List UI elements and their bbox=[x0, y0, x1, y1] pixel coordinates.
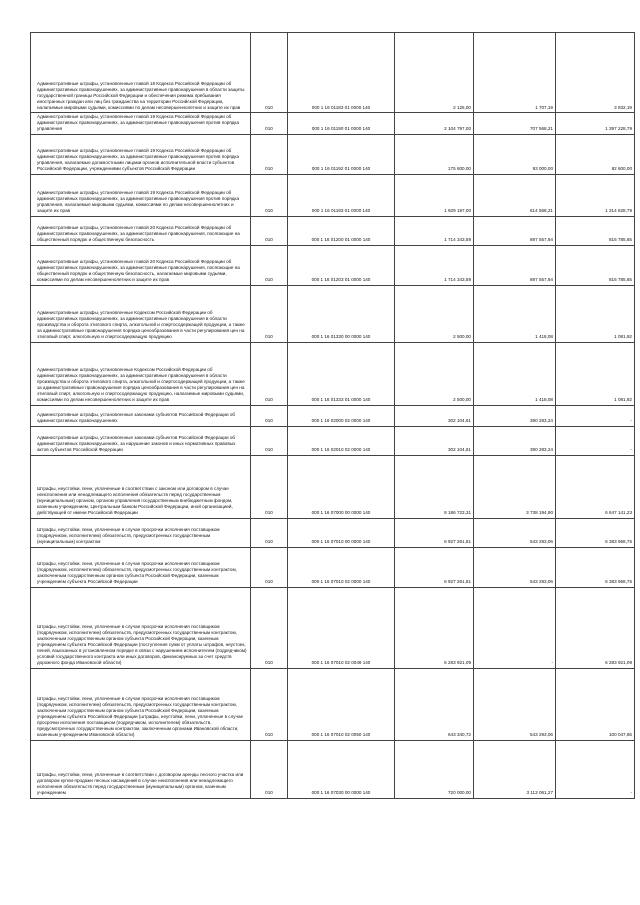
row-unexecuted-amount: 1 397 228,79 bbox=[556, 113, 635, 135]
row-approved-amount: 1 714 343,59 bbox=[395, 245, 474, 285]
row-name-cell bbox=[31, 668, 251, 740]
row-unexecuted-amount: 816 785,65 bbox=[556, 216, 635, 245]
row-unexecuted-amount: 1 314 628,79 bbox=[556, 174, 635, 216]
row-name: Штрафы, неустойки, пени, уплаченные в случае просрочки исполнения поставщиком (подрядчиком, исполнителем) обязательств, предусмотренных государственным контрактом, заключенным государственным органом субъекта Российской Федерации, казенным учреждением субъекта Российской Федерации bbox=[37, 561, 237, 584]
table-row bbox=[31, 455, 635, 518]
row-line-code: 010 bbox=[251, 518, 288, 547]
row-name: Административные штрафы, установленные Кодексом Российской Федерации об административных правонарушениях, за административные правонарушения в области производства и оборота этилового спирта, алкогольной и спиртосодержащей продукции, а также за административные правонарушения порядка ценообразования в части регулирования цен на этиловый спирт, алкогольную и спиртосодержащую продукцию, налагаемые мировыми судьями, комиссиями по делам несовершеннолетних и защите их прав bbox=[37, 367, 245, 402]
row-approved-amount: 643 340,72 bbox=[395, 668, 474, 740]
row-name-cell bbox=[31, 285, 251, 342]
row-executed-amount: 543 293,06 bbox=[474, 668, 556, 740]
table-row bbox=[31, 134, 635, 174]
row-line-code: 010 bbox=[251, 426, 288, 455]
table-row bbox=[31, 33, 635, 113]
row-unexecuted-amount: 816 785,65 bbox=[556, 245, 635, 285]
row-line-code: 010 bbox=[251, 134, 288, 174]
row-name: Административные штрафы, установленные главой 18 Кодекса Российской Федерации об административных правонарушениях, за административные правонарушения в области защиты государственной границы Российской Федерации и обеспечения режима пребывания иностранных граждан или лиц без гражданства на территории Российской Федерации, налагаемые мировыми судьями, комиссиями по делам несовершеннолетних и защите их прав bbox=[37, 80, 245, 110]
row-approved-amount: 720 000,00 bbox=[395, 740, 474, 798]
row-approved-amount: 2 104 797,00 bbox=[395, 113, 474, 135]
row-budget-code: 000 1 16 01183 01 0000 140 bbox=[288, 33, 395, 113]
row-budget-code: 000 1 16 07000 00 0000 140 bbox=[288, 455, 395, 518]
row-name-cell bbox=[31, 342, 251, 405]
row-budget-code: 000 1 16 02010 02 0000 140 bbox=[288, 426, 395, 455]
row-approved-amount: 175 600,00 bbox=[395, 134, 474, 174]
row-budget-code: 000 1 16 01193 01 0000 140 bbox=[288, 174, 395, 216]
row-name: Административные штрафы, установленные главой 19 Кодекса Российской Федерации об административных правонарушениях, за административные правонарушения против порядка управления, налагаемые должностными лицами органов исполнительной власти субъектов Российской Федерации, учреждениями субъектов Российской Федерации bbox=[37, 148, 240, 171]
row-name-cell bbox=[31, 245, 251, 285]
row-approved-amount: 2 500,00 bbox=[395, 342, 474, 405]
row-line-code: 010 bbox=[251, 455, 288, 518]
row-name-cell bbox=[31, 33, 251, 113]
row-name-cell bbox=[31, 426, 251, 455]
row-approved-amount: 2 125,00 bbox=[395, 33, 474, 113]
table-row bbox=[31, 216, 635, 245]
row-line-code: 010 bbox=[251, 216, 288, 245]
report-sheet bbox=[30, 32, 632, 799]
row-approved-amount: 302 104,61 bbox=[395, 426, 474, 455]
row-budget-code: 000 1 16 01200 01 0000 140 bbox=[288, 216, 395, 245]
row-name: Административные штрафы, установленные главой 19 Кодекса Российской Федерации об административных правонарушениях, за административные правонарушения против порядка управления bbox=[37, 114, 240, 131]
row-name: Штрафы, неустойки, пени, уплаченные в случае просрочки исполнения поставщиком (подрядчиком, исполнителем) обязательств, предусмотренных государственным контрактом, заключенным государственным органом субъекта Российской Федерации, казенным учреждением субъекта Российской Федерации (поступления сумм от уплаты штрафов, неустоек, пеней, взысканных в установленном порядке в связи с нарушением исполнителем (подрядчиком) условий государственного контракта или иных договоров, финансируемых за счет средств дорожного фонда Ивановской области) bbox=[37, 624, 247, 665]
row-unexecuted-amount: 82 600,00 bbox=[556, 134, 635, 174]
row-executed-amount: 543 293,06 bbox=[474, 547, 556, 587]
row-unexecuted-amount: 6 383 968,75 bbox=[556, 547, 635, 587]
row-line-code: 010 bbox=[251, 342, 288, 405]
row-budget-code: 000 1 16 01203 01 0000 140 bbox=[288, 245, 395, 285]
row-executed-amount: 3 113 061,27 bbox=[474, 740, 556, 798]
row-budget-code: 000 1 16 01192 01 0000 140 bbox=[288, 134, 395, 174]
row-name-cell bbox=[31, 174, 251, 216]
row-line-code: 010 bbox=[251, 174, 288, 216]
row-executed-amount: 707 568,21 bbox=[474, 113, 556, 135]
row-name-cell bbox=[31, 587, 251, 668]
table-row bbox=[31, 740, 635, 798]
row-budget-code: 000 1 16 07010 02 0050 140 bbox=[288, 668, 395, 740]
table-row bbox=[31, 518, 635, 547]
row-executed-amount: - bbox=[474, 587, 556, 668]
row-unexecuted-amount: 3 832,19 bbox=[556, 33, 635, 113]
table-row bbox=[31, 547, 635, 587]
row-approved-amount: 302 104,61 bbox=[395, 405, 474, 426]
row-approved-amount: 1 714 343,59 bbox=[395, 216, 474, 245]
row-approved-amount: 6 927 261,81 bbox=[395, 518, 474, 547]
row-approved-amount: 6 927 261,81 bbox=[395, 547, 474, 587]
row-approved-amount: 2 500,00 bbox=[395, 285, 474, 342]
row-line-code: 010 bbox=[251, 740, 288, 798]
row-line-code: 010 bbox=[251, 113, 288, 135]
row-unexecuted-amount: - bbox=[556, 426, 635, 455]
row-name: Штрафы, неустойки, пени, уплаченные в случае просрочки исполнения поставщиком (подрядчиком, исполнителем) обязательств, предусмотренных государственным (муниципальным) контрактом bbox=[37, 527, 220, 544]
row-unexecuted-amount: 6 283 921,09 bbox=[556, 587, 635, 668]
row-executed-amount: 3 738 194,90 bbox=[474, 455, 556, 518]
row-unexecuted-amount: 1 081,92 bbox=[556, 342, 635, 405]
table-row bbox=[31, 285, 635, 342]
row-name-cell bbox=[31, 216, 251, 245]
row-executed-amount: 897 557,94 bbox=[474, 216, 556, 245]
table-row bbox=[31, 668, 635, 740]
row-budget-code: 000 1 16 07030 00 0000 140 bbox=[288, 740, 395, 798]
row-approved-amount: 1 929 197,00 bbox=[395, 174, 474, 216]
row-name-cell bbox=[31, 518, 251, 547]
row-line-code: 010 bbox=[251, 547, 288, 587]
row-executed-amount: 93 000,00 bbox=[474, 134, 556, 174]
revenue-table bbox=[30, 32, 635, 799]
row-name: Административные штрафы, установленные главой 20 Кодекса Российской Федерации об административных правонарушениях, за административные правонарушения, посягающие на общественный порядок и общественную безопасность, налагаемые мировыми судьями, комиссиями по делам несовершеннолетних и защите их прав bbox=[37, 259, 240, 282]
row-budget-code: 000 1 16 07010 00 0000 140 bbox=[288, 518, 395, 547]
row-line-code: 010 bbox=[251, 668, 288, 740]
row-name-cell bbox=[31, 113, 251, 135]
row-name-cell bbox=[31, 134, 251, 174]
row-approved-amount: 6 283 921,09 bbox=[395, 587, 474, 668]
row-budget-code: 000 1 16 01333 01 0000 140 bbox=[288, 342, 395, 405]
row-line-code: 010 bbox=[251, 33, 288, 113]
row-line-code: 010 bbox=[251, 245, 288, 285]
row-unexecuted-amount: - bbox=[556, 740, 635, 798]
row-name: Административные штрафы, установленные главой 19 Кодекса Российской Федерации об административных правонарушениях, за административные правонарушения против порядка управления, налагаемые мировыми судьями, комиссиями по делам несовершеннолетних и защите их прав bbox=[37, 190, 240, 213]
row-unexecuted-amount: 1 081,92 bbox=[556, 285, 635, 342]
row-name-cell bbox=[31, 455, 251, 518]
row-executed-amount: 614 568,21 bbox=[474, 174, 556, 216]
table-row bbox=[31, 405, 635, 426]
row-name-cell bbox=[31, 740, 251, 798]
row-line-code: 010 bbox=[251, 285, 288, 342]
row-name: Административные штрафы, установленные Кодексом Российской Федерации об административных правонарушениях, за административные правонарушения в области производства и оборота этилового спирта, алкогольной и спиртосодержащей продукции, а также за административные правонарушения порядка ценообразования в части регулирования цен на этиловый спирт, алкогольную и спиртосодержащую продукцию bbox=[37, 310, 245, 339]
row-executed-amount: 1 707,19 bbox=[474, 33, 556, 113]
row-unexecuted-amount: - bbox=[556, 405, 635, 426]
row-line-code: 010 bbox=[251, 587, 288, 668]
row-name: Административные штрафы, установленные законами субъектов Российской Федерации об административных правонарушениях bbox=[37, 412, 236, 423]
row-budget-code: 000 1 16 02000 02 0000 140 bbox=[288, 405, 395, 426]
row-unexecuted-amount: 6 647 141,23 bbox=[556, 455, 635, 518]
row-budget-code: 000 1 16 01330 00 0000 140 bbox=[288, 285, 395, 342]
row-executed-amount: 390 283,24 bbox=[474, 405, 556, 426]
row-unexecuted-amount: 6 383 968,75 bbox=[556, 518, 635, 547]
row-name-cell bbox=[31, 405, 251, 426]
row-executed-amount: 1 418,08 bbox=[474, 342, 556, 405]
table-row bbox=[31, 174, 635, 216]
row-budget-code: 000 1 16 07010 02 0049 140 bbox=[288, 587, 395, 668]
row-unexecuted-amount: 100 047,66 bbox=[556, 668, 635, 740]
table-row bbox=[31, 342, 635, 405]
table-row bbox=[31, 245, 635, 285]
table-row bbox=[31, 113, 635, 135]
row-name: Штрафы, неустойки, пени, уплаченные в случае просрочки исполнения поставщиком (подрядчиком, исполнителем) обязательств, предусмотренных государственным контрактом, заключенным государственным органом субъекта Российской Федерации, казенным учреждением субъекта Российской Федерации (штрафы, неустойки, пени, уплаченные в случае просрочки исполнения поставщиком (подрядчиком, исполнителем) обязательств, предусмотренных государственным контрактом, заключенным органами Ивановской области, казенным учреждением Ивановской области) bbox=[37, 696, 244, 737]
row-approved-amount: 8 186 723,31 bbox=[395, 455, 474, 518]
row-name: Административные штрафы, установленные законами субъектов Российской Федерации об административных правонарушениях, за нарушение законов и иных нормативных правовых актов субъектов Российской Федерации bbox=[37, 435, 236, 452]
row-name: Штрафы, неустойки, пени, уплаченные в соответствии с договором аренды лесного участка или договором купли-продажи лесных насаждений в случае неисполнения или ненадлежащего исполнения обязательств перед государственным (муниципальным) органом, казенным учреждением bbox=[37, 772, 244, 795]
row-executed-amount: 390 283,24 bbox=[474, 426, 556, 455]
row-budget-code: 000 1 16 01190 01 0000 140 bbox=[288, 113, 395, 135]
table-row bbox=[31, 426, 635, 455]
row-name-cell bbox=[31, 547, 251, 587]
row-executed-amount: 1 418,08 bbox=[474, 285, 556, 342]
row-name: Административные штрафы, установленные главой 20 Кодекса Российской Федерации об административных правонарушениях, за административные правонарушения, посягающие на общественный порядок и общественную безопасность bbox=[37, 225, 240, 242]
row-name: Штрафы, неустойки, пени, уплаченные в соответствии с законом или договором в случае неисполнения или ненадлежащего исполнения обязательств перед государственным (муниципальным) органом, органом управления государственным внебюджетным фондом, казенным учреждением, Центральным банком Российской Федерации, иной организацией, действующей от имени Российской Федерации bbox=[37, 486, 233, 515]
row-line-code: 010 bbox=[251, 405, 288, 426]
revenue-table-body bbox=[31, 33, 635, 799]
row-executed-amount: 543 293,06 bbox=[474, 518, 556, 547]
row-budget-code: 000 1 16 07010 02 0000 140 bbox=[288, 547, 395, 587]
row-executed-amount: 897 557,94 bbox=[474, 245, 556, 285]
table-row bbox=[31, 587, 635, 668]
